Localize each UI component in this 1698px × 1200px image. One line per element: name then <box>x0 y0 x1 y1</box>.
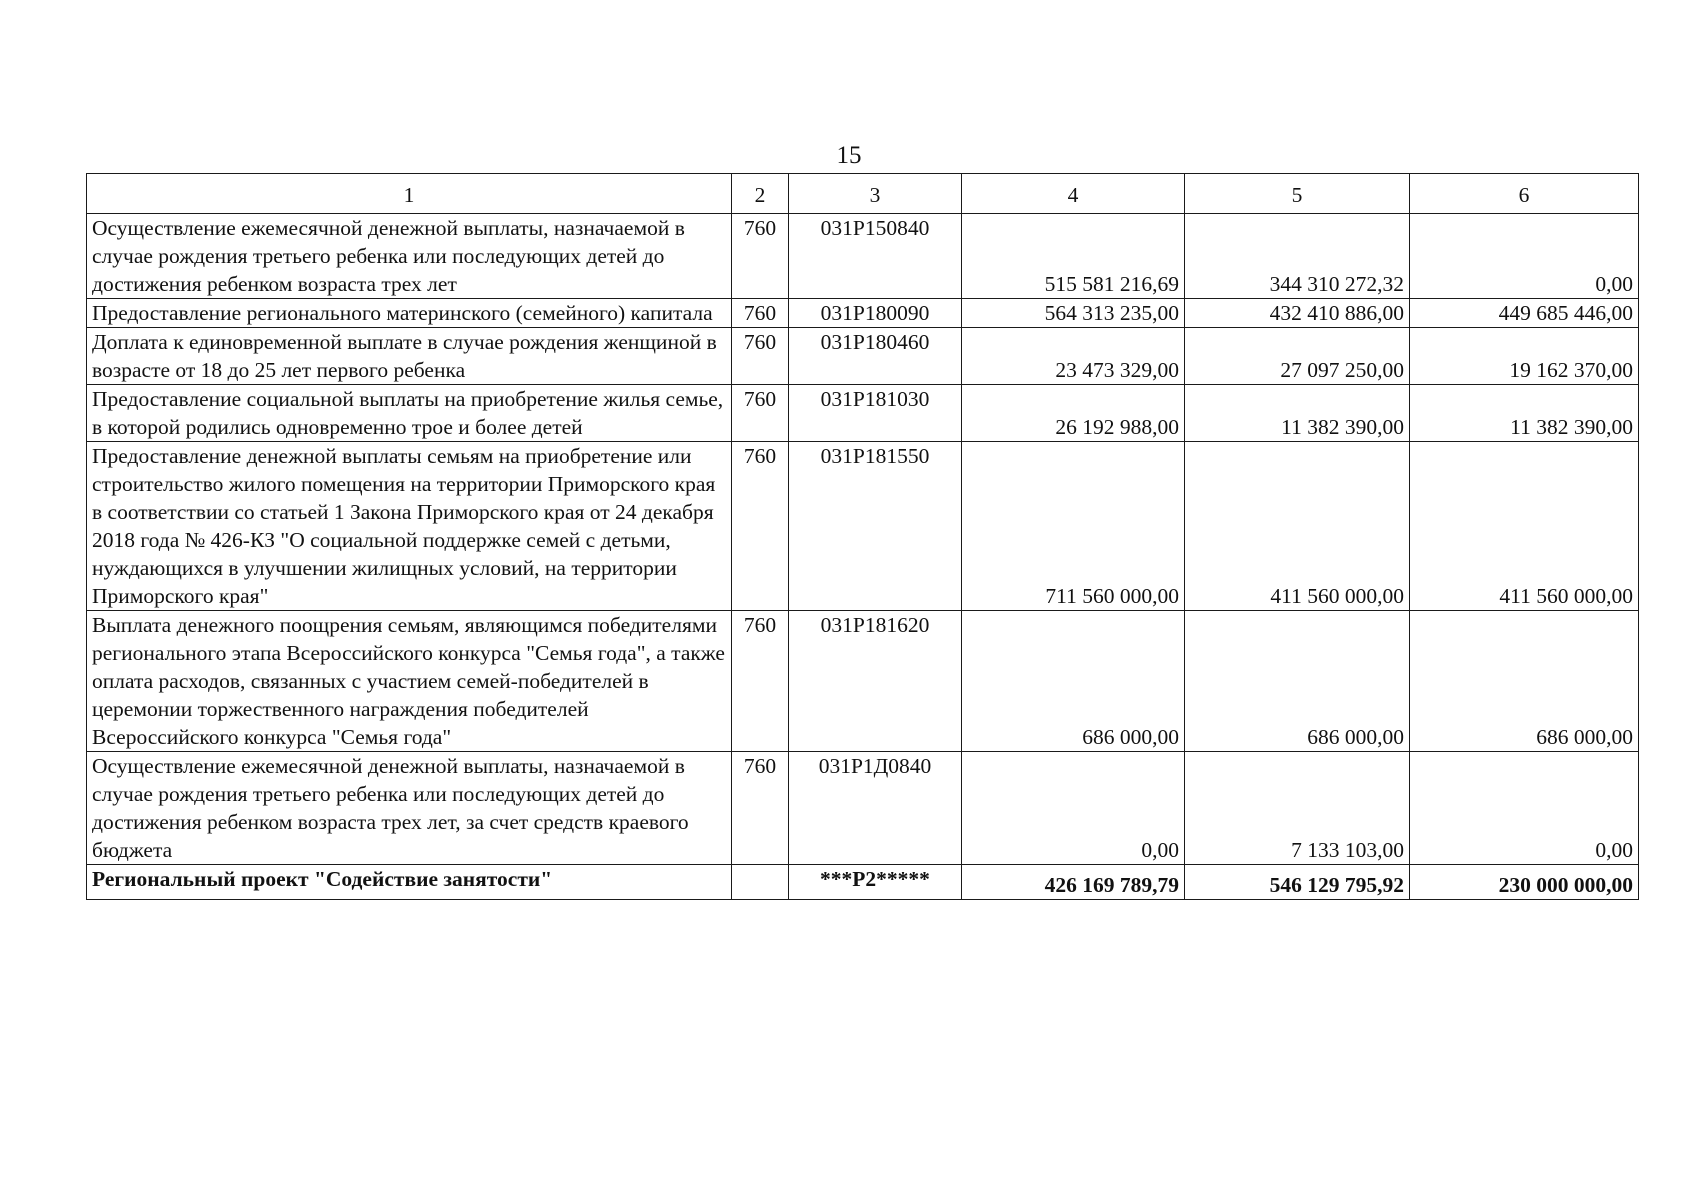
table-row <box>87 328 1639 385</box>
amount-col-5: 27 097 250,00 <box>1185 328 1410 385</box>
amount-col-4: 711 560 000,00 <box>962 442 1185 611</box>
table-row <box>87 299 1639 328</box>
amount-col-6: 0,00 <box>1410 752 1639 865</box>
department-code: 760 <box>732 214 789 299</box>
column-header-5: 5 <box>1185 174 1410 214</box>
department-code: 760 <box>732 385 789 442</box>
amount-col-6: 0,00 <box>1410 214 1639 299</box>
department-code: 760 <box>732 611 789 752</box>
amount-col-6: 19 162 370,00 <box>1410 328 1639 385</box>
column-header-1: 1 <box>87 174 732 214</box>
amount-col-5: 11 382 390,00 <box>1185 385 1410 442</box>
amount-col-4: 686 000,00 <box>962 611 1185 752</box>
expense-name: Предоставление регионального материнского (семейного) капитала <box>87 299 732 328</box>
expense-name: Предоставление социальной выплаты на приобретение жилья семье, в которой родились одновременно трое и более детей <box>87 385 732 442</box>
column-header-6: 6 <box>1410 174 1639 214</box>
amount-col-5: 686 000,00 <box>1185 611 1410 752</box>
target-article-code: 031P1Д0840 <box>789 752 962 865</box>
target-article-code: ***P2***** <box>789 865 962 900</box>
expense-name: Предоставление денежной выплаты семьям на приобретение или строительство жилого помещения на территории Приморского края в соответствии со статьей 1 Закона Приморского края от 24 декабря 2018 года № 426-КЗ "О социальной поддержке семей с детьми, нуждающихся в улучшении жилищных условий, на территории Приморского края" <box>87 442 732 611</box>
amount-col-6: 449 685 446,00 <box>1410 299 1639 328</box>
table-row <box>87 611 1639 752</box>
amount-col-5: 7 133 103,00 <box>1185 752 1410 865</box>
project-name: Региональный проект "Содействие занятости" <box>87 865 732 900</box>
page-number: 15 <box>836 142 862 169</box>
table-row <box>87 442 1639 611</box>
department-code: 760 <box>732 442 789 611</box>
amount-col-4: 515 581 216,69 <box>962 214 1185 299</box>
amount-col-6: 686 000,00 <box>1410 611 1639 752</box>
column-header-2: 2 <box>732 174 789 214</box>
target-article-code: 031P181620 <box>789 611 962 752</box>
table-row <box>87 752 1639 865</box>
expense-name: Доплата к единовременной выплате в случае рождения женщиной в возрасте от 18 до 25 лет первого ребенка <box>87 328 732 385</box>
expense-name: Выплата денежного поощрения семьям, являющимся победителями регионального этапа Всероссийского конкурса "Семья года", а также оплата расходов, связанных с участием семей-победителей в церемонии торжественного награждения победителей Всероссийского конкурса "Семья года" <box>87 611 732 752</box>
target-article-code: 031P181030 <box>789 385 962 442</box>
amount-col-5: 411 560 000,00 <box>1185 442 1410 611</box>
budget-table <box>86 173 1639 900</box>
amount-col-4: 564 313 235,00 <box>962 299 1185 328</box>
amount-col-5: 432 410 886,00 <box>1185 299 1410 328</box>
total-amount-col-4: 426 169 789,79 <box>962 865 1185 900</box>
table-total-row <box>87 865 1639 900</box>
column-header-4: 4 <box>962 174 1185 214</box>
target-article-code: 031P150840 <box>789 214 962 299</box>
amount-col-4: 0,00 <box>962 752 1185 865</box>
table-row <box>87 214 1639 299</box>
table-header-row <box>87 174 1639 214</box>
amount-col-6: 411 560 000,00 <box>1410 442 1639 611</box>
department-code: 760 <box>732 299 789 328</box>
total-amount-col-6: 230 000 000,00 <box>1410 865 1639 900</box>
amount-col-4: 26 192 988,00 <box>962 385 1185 442</box>
department-code <box>732 865 789 900</box>
department-code: 760 <box>732 752 789 865</box>
department-code: 760 <box>732 328 789 385</box>
target-article-code: 031P180090 <box>789 299 962 328</box>
total-amount-col-5: 546 129 795,92 <box>1185 865 1410 900</box>
expense-name: Осуществление ежемесячной денежной выплаты, назначаемой в случае рождения третьего ребенка или последующих детей до достижения ребенком возраста трех лет <box>87 214 732 299</box>
target-article-code: 031P180460 <box>789 328 962 385</box>
amount-col-6: 11 382 390,00 <box>1410 385 1639 442</box>
amount-col-4: 23 473 329,00 <box>962 328 1185 385</box>
table-row <box>87 385 1639 442</box>
column-header-3: 3 <box>789 174 962 214</box>
expense-name: Осуществление ежемесячной денежной выплаты, назначаемой в случае рождения третьего ребенка или последующих детей до достижения ребенком возраста трех лет, за счет средств краевого бюджета <box>87 752 732 865</box>
target-article-code: 031P181550 <box>789 442 962 611</box>
amount-col-5: 344 310 272,32 <box>1185 214 1410 299</box>
